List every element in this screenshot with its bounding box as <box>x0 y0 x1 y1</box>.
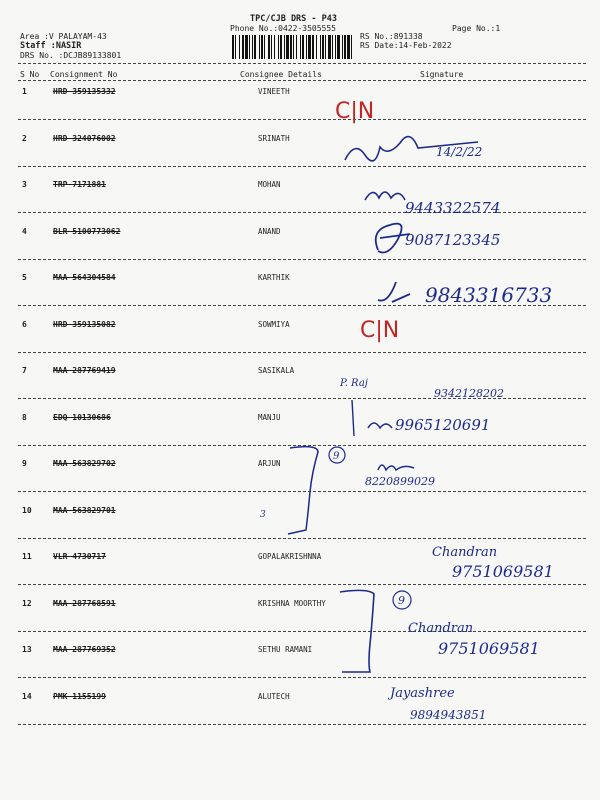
row-consignment-number: MAA 563829702 <box>53 459 116 468</box>
barcode-bar <box>252 35 253 59</box>
handwritten-phone-row7: 9342128202 <box>434 387 504 400</box>
row-consignee-name: VINEETH <box>258 87 290 96</box>
row-consignment-number: VLR 4730717 <box>53 552 106 561</box>
row-consignment-number: BLR 5100773062 <box>53 226 121 236</box>
barcode-bar <box>296 35 297 59</box>
handwritten-phone-row3: 9443322574 <box>405 199 501 217</box>
handwritten-phone-row13: 9751069581 <box>438 639 540 658</box>
row-serial-number: 2 <box>22 133 27 143</box>
handwritten-cn-row6: C|N <box>360 318 400 343</box>
row-divider <box>18 166 586 167</box>
signature-row3 <box>365 192 405 200</box>
row-serial-number: 10 <box>22 505 32 515</box>
barcode-bar <box>332 35 333 59</box>
signature-mark-row8 <box>352 400 354 436</box>
barcode-bar <box>302 35 304 59</box>
barcode-bar <box>278 35 279 59</box>
row-serial-number: 4 <box>22 226 27 236</box>
barcode-bar <box>325 35 326 59</box>
handwritten-name-row11: Chandran <box>432 545 498 560</box>
handwritten-circled-row12: 9 <box>398 594 405 607</box>
barcode-bar <box>342 35 343 59</box>
row-divider <box>18 352 586 353</box>
signature-row2 <box>345 137 478 161</box>
row-serial-number: 12 <box>22 598 32 608</box>
phone-number: Phone No.:0422-3505555 <box>230 24 336 33</box>
barcode-bar <box>249 35 250 59</box>
handwritten-mark-row10: 3 <box>260 510 266 520</box>
barcode-bar <box>335 35 336 59</box>
area-label: Area :V PALAYAM-43 <box>20 32 107 41</box>
row-consignee-name: KARTHIK <box>258 273 290 282</box>
barcode-bar <box>274 35 275 59</box>
barcode-bar <box>286 35 289 59</box>
barcode-bar <box>242 35 244 59</box>
barcode-bar <box>344 35 346 59</box>
staff-label: Staff :NASIR <box>20 41 82 51</box>
barcode-bar <box>293 35 294 59</box>
barcode-image <box>232 35 354 59</box>
handwritten-circled-row9: 9 <box>333 451 340 462</box>
row-consignment-number: HRD 324076002 <box>53 133 116 143</box>
barcode-bar <box>290 35 292 59</box>
row-consignment-number: EDQ 10130686 <box>53 412 111 422</box>
row-consignee-name: ALUTECH <box>258 691 290 701</box>
handwritten-cn-row1: C|N <box>335 99 375 124</box>
page-number: Page No.:1 <box>452 24 501 33</box>
rs-number: RS No.:891338 <box>360 32 423 41</box>
row-serial-number: 13 <box>22 645 32 654</box>
row-consignment-number: MAA 287769419 <box>53 366 116 375</box>
document-title: TPC/CJB DRS - P43 <box>250 14 337 24</box>
row-serial-number: 11 <box>22 552 32 561</box>
barcode-bar <box>328 35 331 59</box>
barcode-bar <box>239 35 240 59</box>
circle-mark-row9 <box>329 447 345 463</box>
row-consignment-number: MAA 563829701 <box>53 505 116 515</box>
row-consignment-number: MAA 287768591 <box>53 598 116 608</box>
row-consignee-name: MOHAN <box>258 180 281 189</box>
row-consignee-name: ARJUN <box>258 459 281 468</box>
row-consignee-name: ANAND <box>258 226 281 236</box>
col-header-consignment: Consignment No <box>50 70 118 79</box>
col-header-sno: S No <box>20 70 40 79</box>
col-header-signature: Signature <box>420 70 464 79</box>
barcode-bar <box>300 35 301 59</box>
row-serial-number: 3 <box>22 180 27 189</box>
row-consignee-name: SASIKALA <box>258 366 295 375</box>
row-consignment-number: HRD 359135332 <box>53 87 116 96</box>
row-divider <box>18 538 586 539</box>
barcode-bar <box>261 35 263 59</box>
row-divider <box>18 212 586 213</box>
row-serial-number: 14 <box>22 691 32 701</box>
drs-number: DRS No. :DCJB89133801 <box>20 51 122 60</box>
col-header-consignee: Consignee Details <box>240 70 322 79</box>
handwritten-phone-row5: 9843316733 <box>425 283 553 307</box>
signature-row5 <box>378 282 410 302</box>
barcode-bar <box>271 35 272 59</box>
row-consignee-name: SOWMIYA <box>258 319 290 329</box>
row-divider <box>18 259 586 260</box>
handwritten-name-row7: P. Raj <box>340 378 368 389</box>
row-serial-number: 8 <box>22 412 27 422</box>
handwritten-date-row2: 14/2/22 <box>436 145 483 159</box>
handwritten-phone-row4: 9087123345 <box>405 231 501 249</box>
row-divider <box>18 305 586 306</box>
row-serial-number: 5 <box>22 273 27 282</box>
row-divider <box>18 119 586 120</box>
row-divider <box>18 491 586 492</box>
barcode-bar <box>259 35 260 59</box>
row-divider <box>18 584 586 585</box>
circle-mark-row12 <box>393 591 411 609</box>
rs-date: RS Date:14-Feb-2022 <box>360 41 452 50</box>
signature-row8 <box>368 423 392 428</box>
row-consignee-name: MANJU <box>258 412 281 422</box>
handwritten-name-row14: Jayashree <box>390 686 455 701</box>
row-divider <box>18 445 586 446</box>
barcode-bar <box>235 35 236 59</box>
handwritten-phone-row14: 9894943851 <box>410 708 487 722</box>
barcode-bar <box>254 35 256 59</box>
handwritten-name-row13: Chandran <box>408 621 474 636</box>
barcode-bar <box>351 35 352 59</box>
header-divider-top <box>18 63 586 64</box>
row-consignee-name: KRISHNA MOORTHY <box>258 598 326 608</box>
row-consignment-number: TRP 7171881 <box>53 180 106 189</box>
barcode-bar <box>322 35 324 59</box>
barcode-bar <box>245 35 248 59</box>
row-divider <box>18 677 586 678</box>
signature-row9 <box>378 465 414 470</box>
barcode-bar <box>337 35 340 59</box>
row-consignee-name: SETHU RAMANI <box>258 645 313 654</box>
row-consignee-name: GOPALAKRISHNNA <box>258 552 322 561</box>
row-serial-number: 9 <box>22 459 27 468</box>
row-divider <box>18 398 586 399</box>
barcode-bar <box>280 35 282 59</box>
handwritten-phone-row8: 9965120691 <box>395 416 491 434</box>
barcode-bar <box>268 35 270 59</box>
barcode-bar <box>308 35 311 59</box>
row-serial-number: 1 <box>22 87 27 96</box>
header-divider-bottom <box>18 80 586 81</box>
row-consignee-name: SRINATH <box>258 133 290 143</box>
barcode-bar <box>320 35 321 59</box>
row-consignment-number: HRD 359135082 <box>53 319 116 329</box>
barcode-bar <box>347 35 350 59</box>
barcode-bar <box>312 35 314 59</box>
row-consignment-number: MAA 287769352 <box>53 645 116 654</box>
signature-row4 <box>376 224 410 253</box>
row-serial-number: 7 <box>22 366 27 375</box>
handwritten-phone-row11: 9751069581 <box>452 562 554 581</box>
barcode-bar <box>316 35 317 59</box>
row-consignment-number: MAA 564304584 <box>53 273 116 282</box>
barcode-bar <box>284 35 285 59</box>
row-divider <box>18 724 586 725</box>
barcode-bar <box>264 35 265 59</box>
barcode-bar <box>306 35 307 59</box>
row-serial-number: 6 <box>22 319 27 329</box>
handwritten-phone-row9: 8220899029 <box>365 475 435 488</box>
row-consignment-number: PMK 1155199 <box>53 691 106 701</box>
barcode-bar <box>232 35 234 59</box>
row-divider <box>18 631 586 632</box>
